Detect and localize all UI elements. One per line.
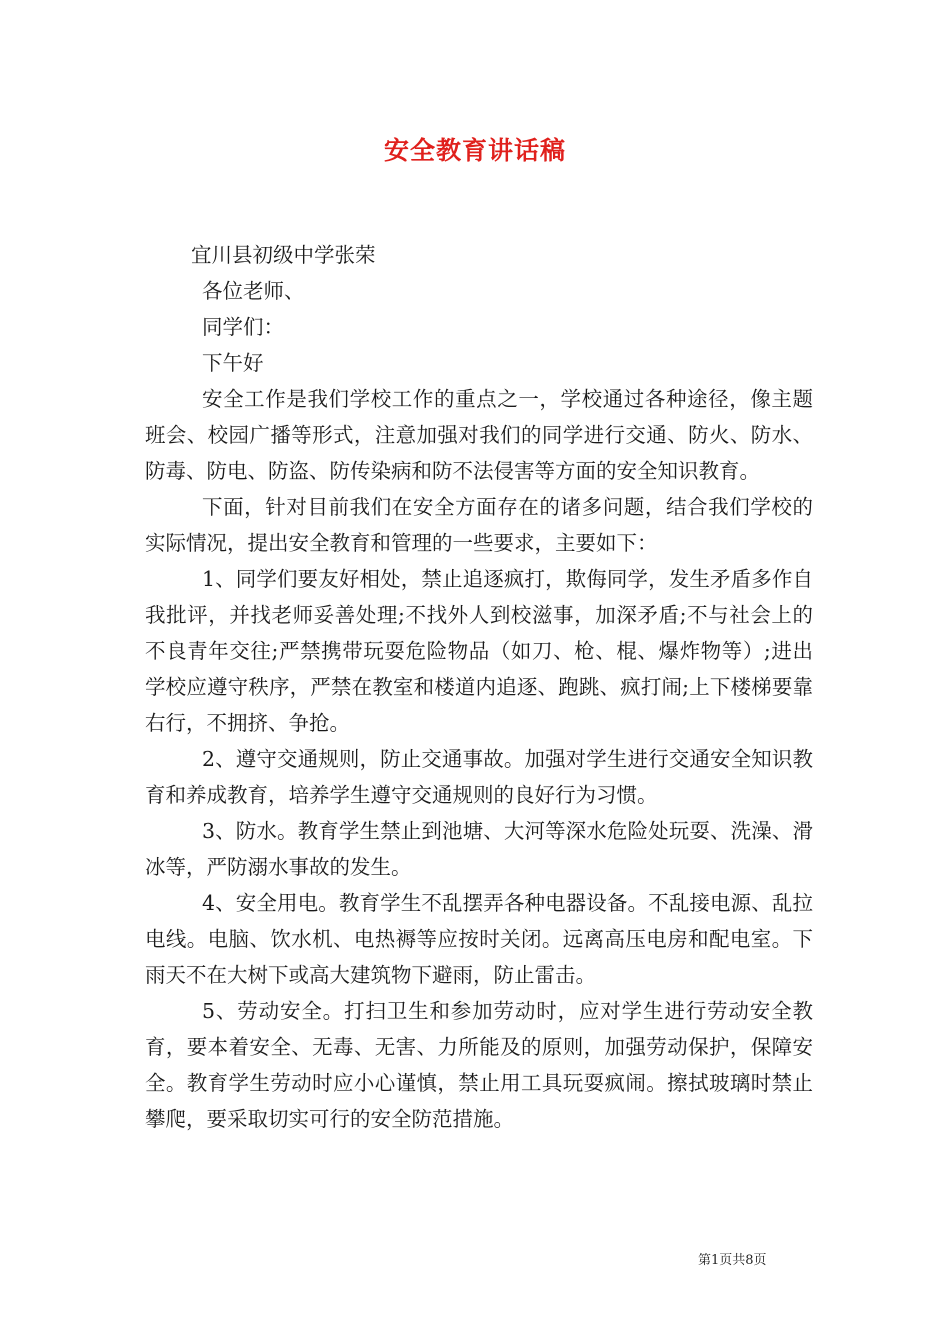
paragraph-item-3: 3、防水。教育学生禁止到池塘、大河等深水危险处玩耍、洗澡、滑冰等，严防溺水事故的发生。 xyxy=(145,819,813,879)
paragraph-requirements: 下面，针对目前我们在安全方面存在的诸多问题，结合我们学校的实际情况，提出安全教育和管理的一些要求，主要如下： xyxy=(145,495,813,555)
page-number: 第1页共8页 xyxy=(698,1253,767,1268)
salutation-teachers: 各位老师、 xyxy=(202,279,305,303)
salutation-students: 同学们： xyxy=(202,315,284,339)
greeting: 下午好 xyxy=(202,351,264,375)
paragraph-item-5: 5、劳动安全。打扫卫生和参加劳动时，应对学生进行劳动安全教育，要本着安全、无毒、无害、力所能及的原则，加强劳动保护，保障安全。教育学生劳动时应小心谨慎，禁止用工具玩耍疯闹。擦拭玻璃时禁止攀爬，要采取切实可行的安全防范措施。 xyxy=(145,999,813,1131)
paragraph-item-2: 2、遵守交通规则，防止交通事故。加强对学生进行交通安全知识教育和养成教育，培养学生遵守交通规则的良好行为习惯。 xyxy=(145,747,813,807)
paragraph-item-1: 1、同学们要友好相处，禁止追逐疯打，欺侮同学，发生矛盾多作自我批评，并找老师妥善处理;不找外人到校滋事，加深矛盾;不与社会上的不良青年交往;严禁携带玩耍危险物品（如刀、枪、棍、爆炸物等）;进出学校应遵守秩序，严禁在教室和楼道内追逐、跑跳、疯打闹;上下楼梯要靠右行，不拥挤、争抢。 xyxy=(145,567,813,735)
document-title: 安全教育讲话稿 xyxy=(383,136,566,165)
document-body xyxy=(145,237,813,1137)
paragraph-intro: 安全工作是我们学校工作的重点之一，学校通过各种途径，像主题班会、校园广播等形式，注意加强对我们的同学进行交通、防火、防水、防毒、防电、防盗、防传染病和防不法侵害等方面的安全知识教育。 xyxy=(145,387,813,483)
author-line: 宜川县初级中学张荣 xyxy=(191,243,376,267)
paragraph-item-4: 4、安全用电。教育学生不乱摆弄各种电器设备。不乱接电源、乱拉电线。电脑、饮水机、电热褥等应按时关闭。远离高压电房和配电室。下雨天不在大树下或高大建筑物下避雨，防止雷击。 xyxy=(145,891,813,987)
